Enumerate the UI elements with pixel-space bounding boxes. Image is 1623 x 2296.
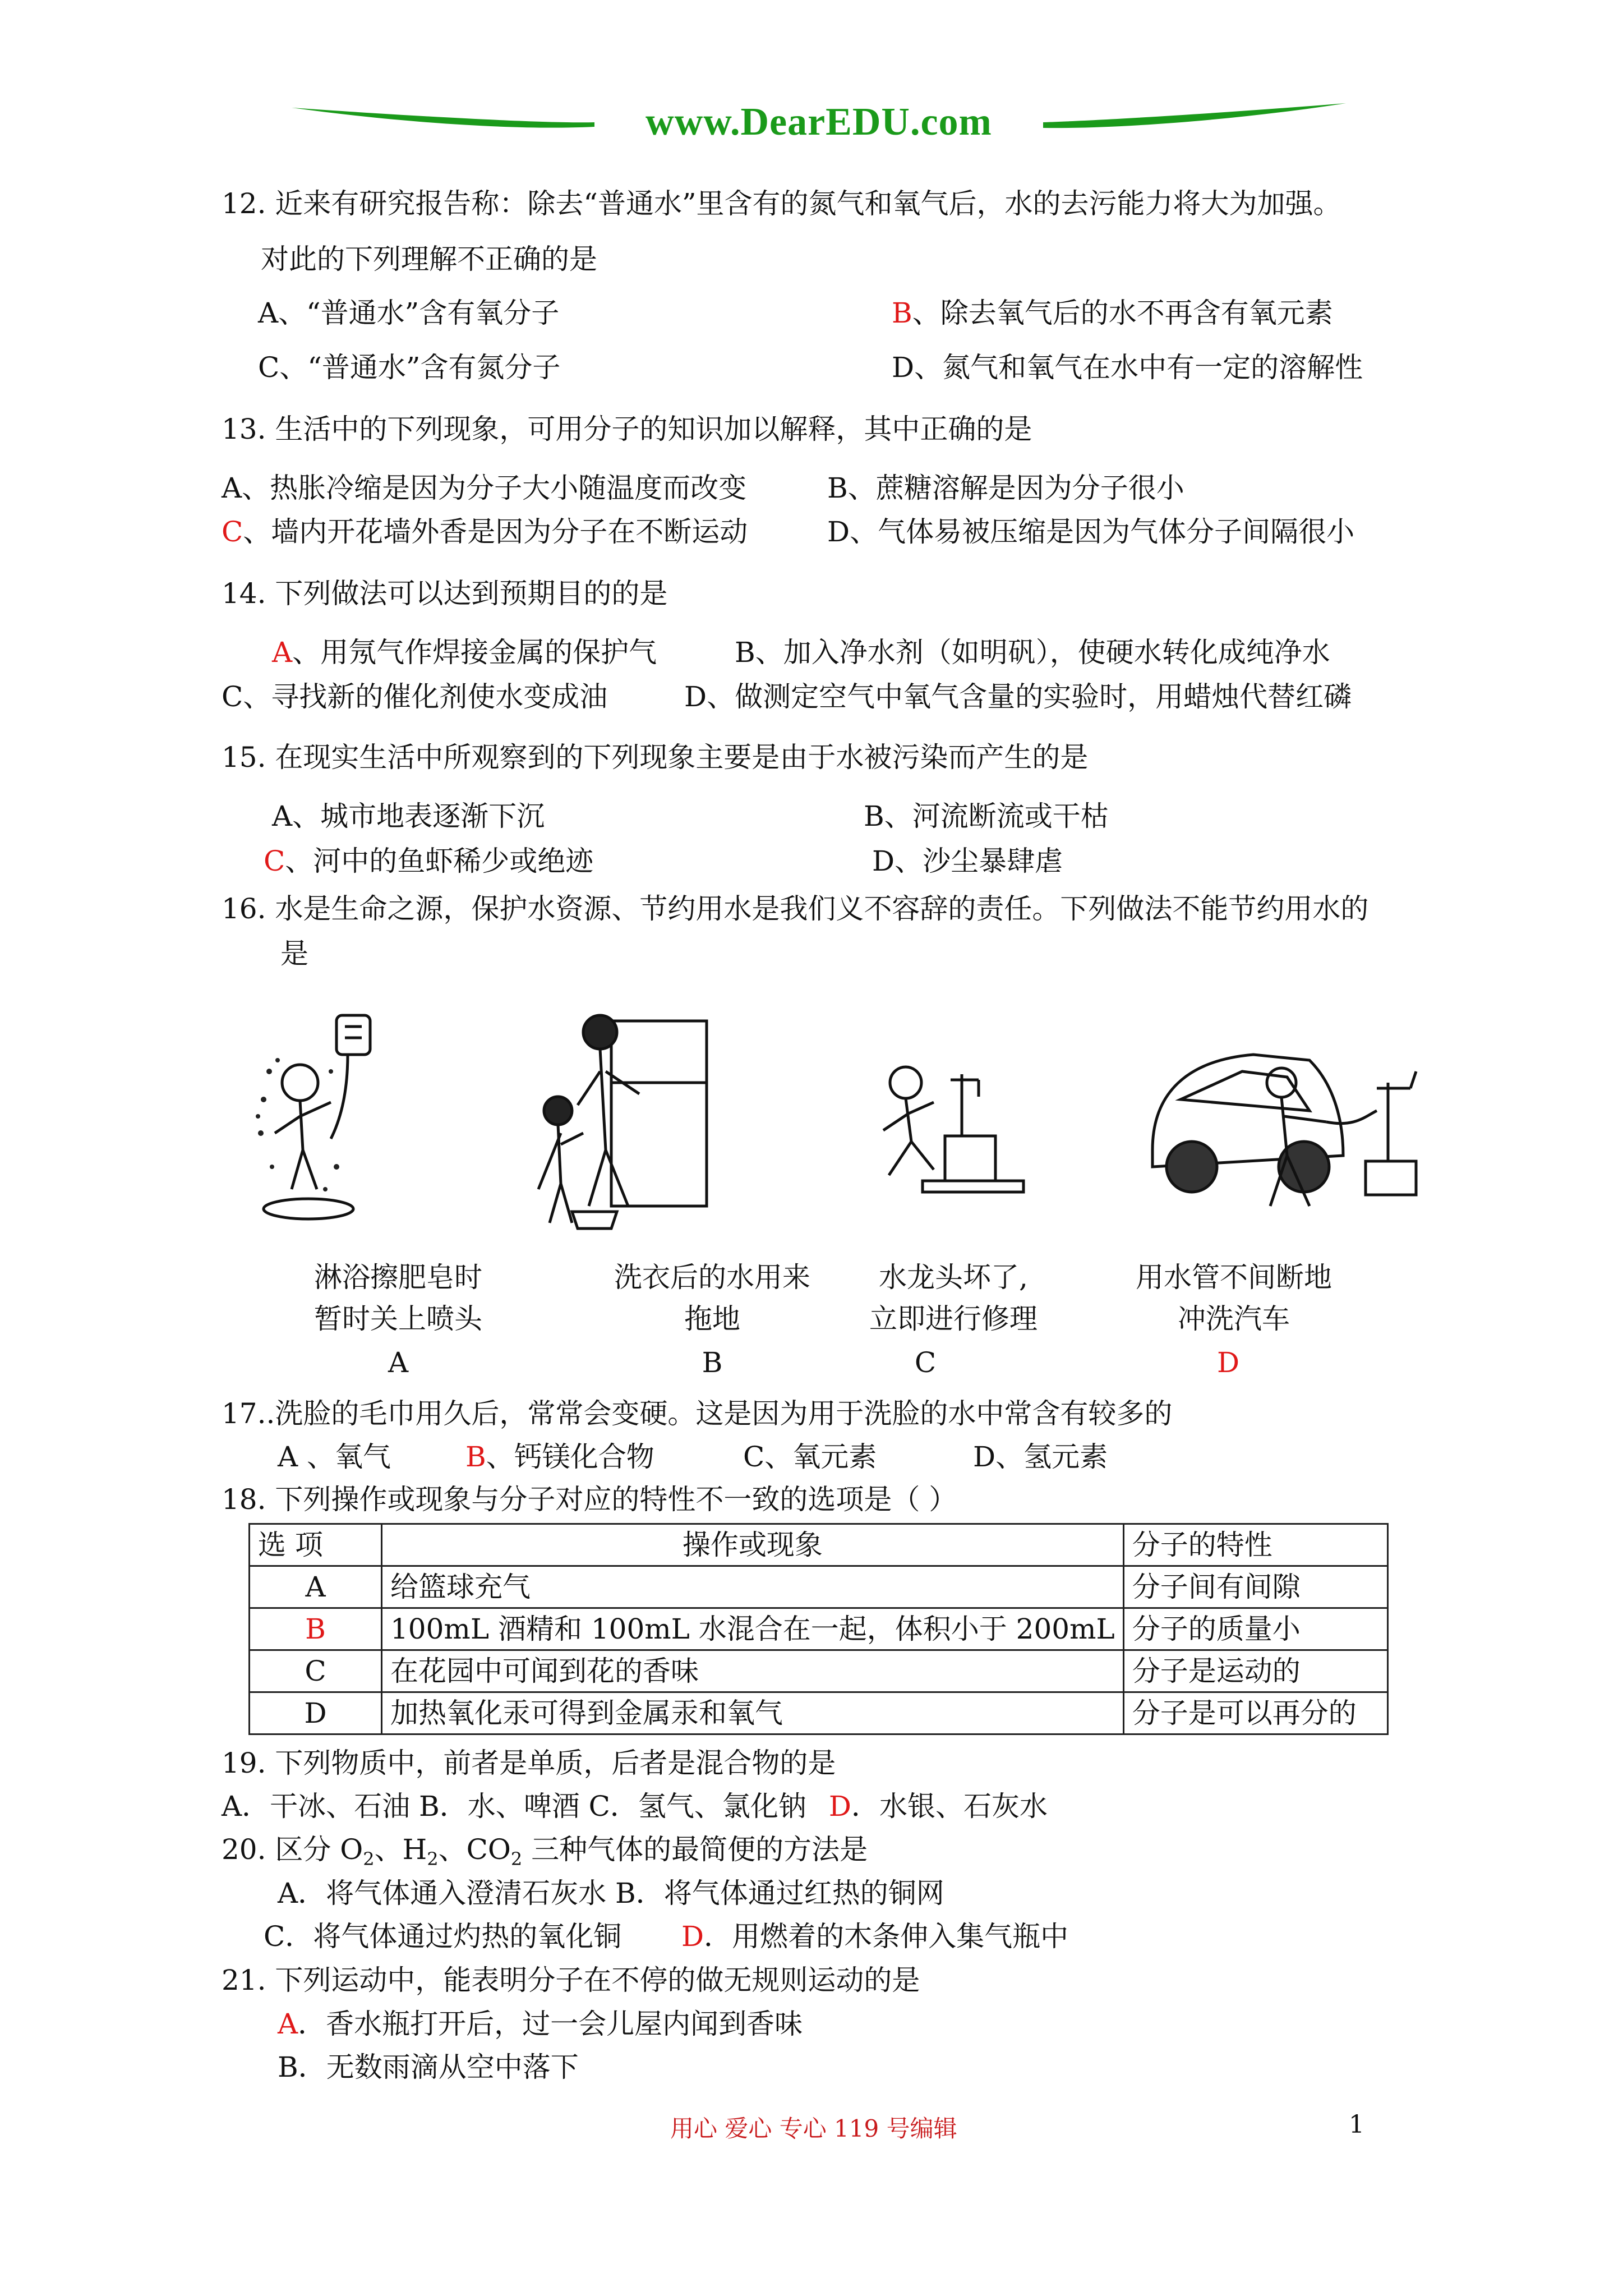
page-number: 1 <box>1349 2110 1364 2139</box>
q16-letter-b: B <box>702 1346 723 1379</box>
answer-mark: C <box>264 845 285 877</box>
site-header <box>292 95 1346 157</box>
q15-option-d: D、沙尘暴肆虐 <box>872 845 1063 877</box>
answer-mark: D <box>828 1790 851 1823</box>
table-row <box>250 1650 1388 1692</box>
table-header-row <box>250 1524 1388 1566</box>
q17-option-c: C、氧元素 <box>743 1441 877 1473</box>
row-property: 分子是运动的 <box>1123 1650 1387 1692</box>
q17-option-b: B、钙镁化合物 <box>465 1441 654 1473</box>
answer-mark: C <box>222 516 243 548</box>
row-option: A <box>250 1566 382 1608</box>
q16-letter-c: C <box>914 1346 937 1379</box>
q12-stem-line1: 12. 近来有研究报告称：除去“普通水”里含有的氮气和氧气后，水的去污能力将大为加强。 <box>222 187 1341 220</box>
q15-stem: 15. 在现实生活中所观察到的下列现象主要是由于水被污染而产生的是 <box>222 741 1089 774</box>
q16-caption-b: 洗衣后的水用来 拖地 <box>614 1261 810 1335</box>
car-washing-illustration <box>1141 1027 1433 1223</box>
q17-option-a: A 、氧气 <box>278 1441 391 1473</box>
q16-caption-d: 用水管不间断地 冲洗汽车 <box>1136 1261 1332 1335</box>
q15-option-c: C、河中的鱼虾稀少或绝迹 <box>264 845 594 877</box>
faucet-repair-illustration <box>866 1057 1029 1203</box>
answer-mark: A <box>278 2008 298 2040</box>
q16-caption-a: 淋浴擦肥皂时 暂时关上喷头 <box>314 1261 482 1335</box>
row-property: 分子是可以再分的 <box>1123 1692 1387 1734</box>
q20-option-d: D．用燃着的木条伸入集气瓶中 <box>681 1920 1069 1953</box>
q16-letter-d-answer: D <box>1216 1346 1240 1379</box>
answer-mark: D <box>681 1920 704 1953</box>
q14-option-c: C、寻找新的催化剂使水变成油 <box>222 680 608 713</box>
q20-options-ab: A．将气体通入澄清石灰水 B．将气体通过红热的铜网 <box>278 1877 944 1910</box>
q15-option-a: A、城市地表逐渐下沉 <box>272 800 545 832</box>
q18-table <box>248 1523 1389 1735</box>
table-header-option: 选 项 <box>250 1524 382 1566</box>
q17-option-d: D、氢元素 <box>973 1441 1108 1473</box>
footer-text: 用心 爱心 专心 119 号编辑 <box>670 2115 957 2142</box>
row-operation: 给篮球充气 <box>382 1566 1124 1608</box>
q12-stem-line2: 对此的下列理解不正确的是 <box>261 243 597 275</box>
row-option: C <box>250 1650 382 1692</box>
table-row <box>250 1608 1388 1650</box>
q18-stem: 18. 下列操作或现象与分子对应的特性不一致的选项是（ ） <box>222 1483 957 1516</box>
shower-illustration <box>247 1004 393 1228</box>
q21-option-a: A．香水瓶打开后，过一会儿屋内闻到香味 <box>278 2008 803 2040</box>
q17-stem: 17..洗脸的毛巾用久后，常常会变硬。这是因为用于洗脸的水中常含有较多的 <box>222 1397 1173 1430</box>
row-property: 分子间有间隙 <box>1123 1566 1387 1608</box>
q13-option-d: D、气体易被压缩是因为气体分子间隔很小 <box>827 516 1355 548</box>
q16-stem-line2: 是 <box>280 937 308 970</box>
row-option-answer: B <box>250 1608 382 1650</box>
q13-stem: 13. 生活中的下列现象，可用分子的知识加以解释，其中正确的是 <box>222 413 1032 445</box>
q19-options: A．干冰、石油 B．水、啤酒 C．氢气、氯化钠 D．水银、石灰水 <box>222 1790 1048 1823</box>
table-header-operation: 操作或现象 <box>382 1524 1124 1566</box>
q19-stem: 19. 下列物质中，前者是单质，后者是混合物的是 <box>222 1747 836 1779</box>
q21-option-b: B．无数雨滴从空中落下 <box>278 2051 579 2083</box>
table-row <box>250 1692 1388 1734</box>
q16-caption-c: 水龙头坏了, 立即进行修理 <box>869 1261 1038 1335</box>
site-url: www.DearEDU.com <box>645 100 992 144</box>
row-property: 分子的质量小 <box>1123 1608 1387 1650</box>
q13-option-b: B、蔗糖溶解是因为分子很小 <box>827 472 1184 504</box>
answer-mark: A <box>272 636 293 669</box>
q14-option-b: B、加入净水剂（如明矾），使硬水转化成纯净水 <box>735 636 1330 669</box>
q20-stem: 20. 区分 $O_2$、$H_2$、$CO_2$ 三种气体的最简便的方法是 <box>222 1833 868 1870</box>
q12-option-c: C、“普通水”含有氮分子 <box>258 351 561 384</box>
q13-option-a: A、热胀冷缩是因为分子大小随温度而改变 <box>222 472 747 504</box>
q12-option-a: A、“普通水”含有氧分子 <box>258 297 560 329</box>
row-operation: 在花园中可闻到花的香味 <box>382 1650 1124 1692</box>
q14-option-d: D、做测定空气中氧气含量的实验时，用蜡烛代替红磷 <box>684 680 1352 713</box>
row-operation: 100mL 酒精和 100mL 水混合在一起，体积小于 200mL <box>382 1608 1124 1650</box>
q14-option-a: A、用氖气作焊接金属的保护气 <box>272 636 657 669</box>
q13-option-c: C、墙内开花墙外香是因为分子在不断运动 <box>222 516 748 548</box>
q15-option-b: B、河流断流或干枯 <box>864 800 1109 832</box>
q21-stem: 21. 下列运动中，能表明分子在不停的做无规则运动的是 <box>222 1964 920 1996</box>
answer-mark: B <box>892 297 912 329</box>
row-operation: 加热氧化汞可得到金属汞和氧气 <box>382 1692 1124 1734</box>
q20-option-c: C．将气体通过灼热的氧化铜 <box>264 1920 622 1953</box>
table-header-property: 分子的特性 <box>1123 1524 1387 1566</box>
q14-stem: 14. 下列做法可以达到预期目的的是 <box>222 577 668 610</box>
q16-stem-line1: 16. 水是生命之源，保护水资源、节约用水是我们义不容辞的责任。下列做法不能节约用水的 <box>222 892 1369 925</box>
laundry-mopping-illustration <box>522 1004 723 1240</box>
q16-letter-a: A <box>388 1346 409 1379</box>
q12-option-b: B、除去氧气后的水不再含有氧元素 <box>892 297 1333 329</box>
answer-mark: B <box>465 1441 486 1473</box>
row-option: D <box>250 1692 382 1734</box>
q12-option-d: D、氮气和氧气在水中有一定的溶解性 <box>892 351 1363 384</box>
table-row <box>250 1566 1388 1608</box>
